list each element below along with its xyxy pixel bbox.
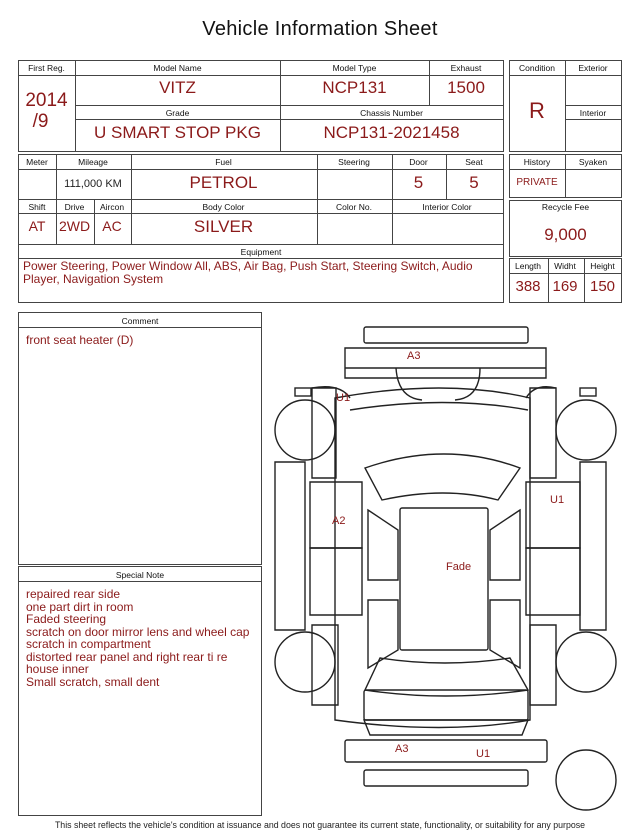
first-reg-year: 2014 [25, 90, 68, 111]
recycle-fee-label: Recycle Fee [541, 202, 590, 212]
width-label: Widht [554, 261, 576, 271]
rear-right-wheel [556, 632, 616, 692]
damage-mark-front-left: U1 [336, 392, 351, 404]
first-reg-label: First Reg. [28, 63, 65, 73]
damage-mark-left-front-door: A2 [332, 515, 346, 527]
grade-value: U SMART STOP PKG [94, 123, 261, 142]
front-left-window [368, 510, 398, 580]
comment-label: Comment [121, 316, 159, 326]
special-note-item: Faded steering [26, 612, 107, 626]
chassis-number-label: Chassis Number [360, 108, 423, 118]
disclaimer-footer: This sheet reflects the vehicle's condition at issuance and does not guarantee its current state, functionality, or suitability for any purpose [54, 820, 586, 830]
drive-value: 2WD [58, 218, 91, 234]
front-bumper [364, 327, 528, 343]
door-value: 5 [413, 173, 424, 192]
shift-label: Shift [28, 202, 46, 212]
left-mirror [295, 388, 311, 396]
rear-valance [364, 770, 528, 786]
front-right-door [526, 482, 580, 548]
fuel-label: Fuel [215, 157, 232, 167]
body-color-label: Body Color [202, 202, 245, 212]
front-right-fender [530, 388, 556, 478]
damage-mark-rear-bumper: A3 [395, 743, 409, 755]
height-value: 150 [589, 278, 616, 295]
damage-mark-rear-right: U1 [476, 748, 491, 760]
color-no-label: Color No. [336, 202, 372, 212]
model-name-value: VITZ [159, 78, 196, 97]
special-note-item: Small scratch, small dent [26, 674, 160, 689]
spare-wheel [556, 750, 616, 810]
model-type-label: Model Type [332, 63, 377, 73]
exterior-label: Exterior [578, 63, 608, 73]
special-note-item: distorted rear panel and right rear ti re house inner [26, 649, 228, 676]
rear-bumper [345, 740, 547, 762]
mileage-label: Mileage [78, 157, 108, 167]
aircon-label: Aircon [99, 202, 125, 212]
mileage-value: 111,000 KM [64, 178, 122, 190]
special-note-item: scratch on door mirror lens and wheel cap [26, 624, 250, 639]
grade-label: Grade [165, 108, 190, 118]
drive-label: Drive [64, 202, 85, 212]
model-name-label: Model Name [153, 63, 202, 73]
door-label: Door [409, 157, 428, 167]
recycle-fee-value: 9,000 [544, 225, 587, 244]
length-value: 388 [515, 278, 541, 295]
steering-label: Steering [338, 157, 370, 167]
front-right-arch [455, 368, 480, 400]
equipment-label: Equipment [240, 247, 282, 257]
front-right-window [490, 510, 520, 580]
right-side-panel [580, 462, 606, 630]
rear-left-fender [312, 625, 338, 705]
special-note-item: repaired rear side [26, 587, 121, 601]
height-label: Height [590, 261, 615, 271]
roof [400, 508, 488, 650]
model-type-value: NCP131 [322, 78, 387, 97]
left-side-panel [275, 462, 305, 630]
special-note-item: one part dirt in room [26, 599, 134, 614]
chassis-number-value: NCP131-2021458 [323, 123, 460, 142]
front-left-wheel [275, 400, 335, 460]
body-color-value: SILVER [193, 217, 254, 236]
page-title: Vehicle Information Sheet [202, 18, 438, 40]
right-mirror [580, 388, 596, 396]
equipment-value: Power Steering, Power Window All, ABS, Air Bag, Push Start, Steering Switch, Audio Player, Navigation System [23, 259, 473, 286]
special-note-list [26, 588, 258, 688]
seat-label: Seat [465, 157, 483, 167]
damage-mark-right-front-door: U1 [550, 494, 565, 506]
car-damage-diagram [262, 312, 640, 820]
interior-color-label: Interior Color [422, 202, 472, 212]
special-note-label: Special Note [115, 570, 165, 580]
shift-value: AT [28, 218, 46, 234]
rear-right-window [490, 600, 520, 668]
meter-label: Meter [26, 157, 48, 167]
seat-value: 5 [469, 173, 479, 192]
aircon-value: AC [102, 218, 122, 234]
windshield [365, 454, 520, 500]
rear-left-door [310, 548, 362, 615]
exhaust-value: 1500 [447, 78, 485, 97]
cowl-line [350, 403, 528, 411]
exhaust-label: Exhaust [450, 63, 482, 73]
comment-box [18, 312, 262, 565]
rear-right-fender [530, 625, 556, 705]
tailgate [364, 690, 528, 720]
rear-left-wheel [275, 632, 335, 692]
condition-grade-value: R [529, 98, 545, 123]
history-label: History [523, 157, 551, 167]
comment-text: front seat heater (D) [26, 333, 134, 347]
history-value: PRIVATE [516, 177, 558, 188]
damage-mark-hood: A3 [407, 350, 421, 362]
front-right-wheel [556, 400, 616, 460]
first-reg-month: /9 [32, 111, 49, 132]
damage-mark-roof: Fade [446, 561, 472, 573]
fuel-value: PETROL [189, 173, 258, 192]
syaken-label: Syaken [578, 157, 608, 167]
rear-right-door [526, 548, 580, 615]
length-label: Length [515, 261, 541, 271]
condition-label: Condition [519, 63, 555, 73]
front-left-arch [396, 368, 422, 400]
special-note-item: scratch in compartment [26, 637, 151, 651]
body-outline [335, 388, 530, 728]
hood [345, 348, 546, 378]
width-value: 169 [552, 278, 578, 295]
interior-label: Interior [579, 108, 607, 118]
